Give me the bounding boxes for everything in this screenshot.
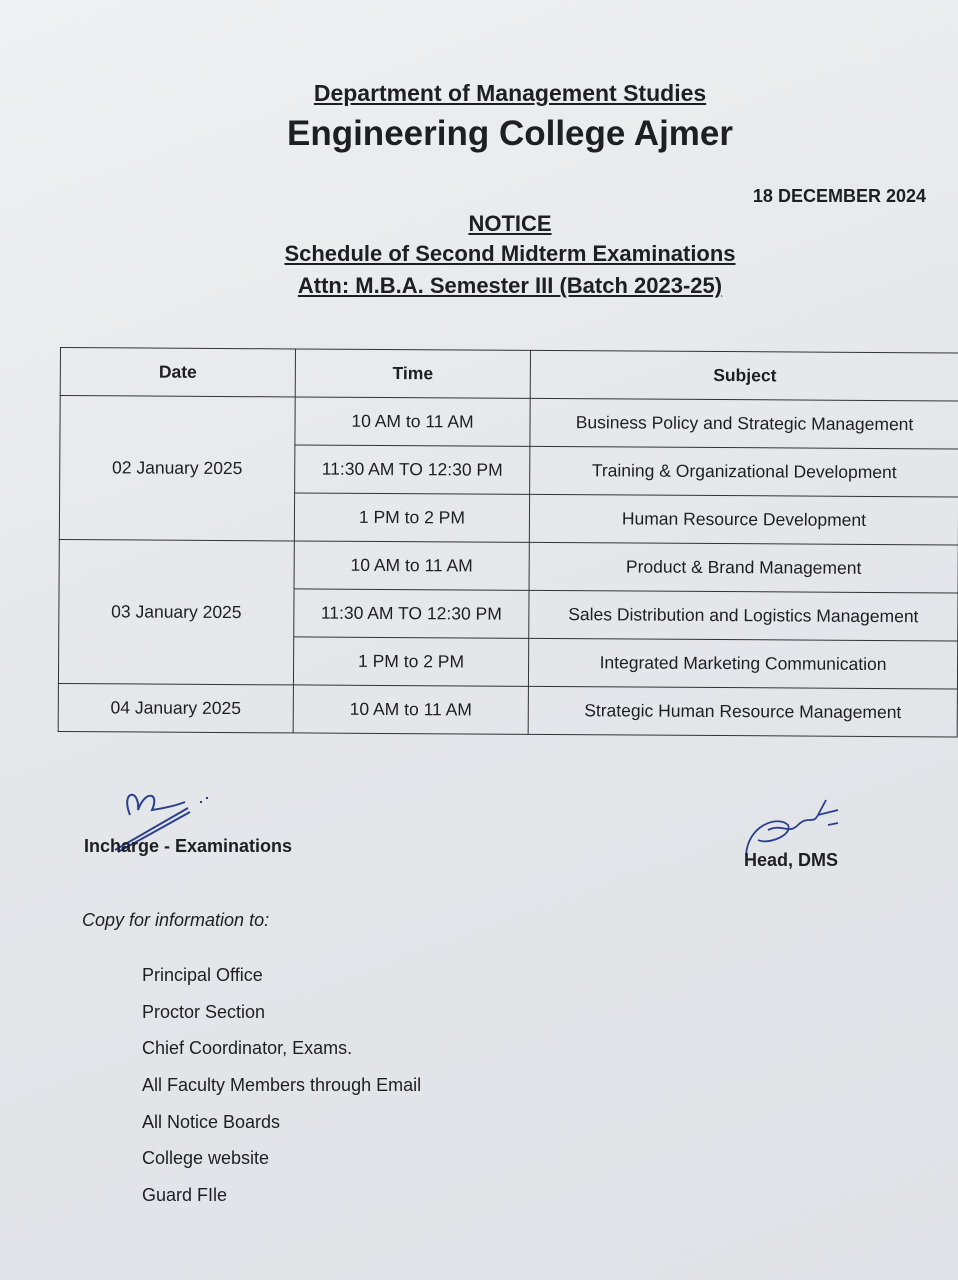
subject-cell: Product & Brand Management [529, 542, 958, 593]
incharge-examinations-label: Incharge - Examinations [84, 836, 293, 856]
copy-list [142, 965, 421, 1222]
head-dms-label: Head, DMS [744, 850, 839, 870]
notice-attn: Attn: M.B.A. Semester III (Batch 2023-25) [297, 273, 723, 298]
department-name: Department of Management Studies [313, 80, 707, 106]
time-cell: 11:30 AM TO 12:30 PM [295, 445, 530, 494]
date-cell: 02 January 2025 [59, 396, 295, 541]
date-cell: 04 January 2025 [58, 683, 293, 732]
header-time: Time [295, 349, 530, 398]
list-item: College website [142, 1148, 270, 1169]
copy-heading: Copy for information to: [82, 910, 270, 930]
time-cell: 1 PM to 2 PM [293, 637, 528, 686]
subject-cell: Human Resource Development [529, 494, 958, 545]
time-cell: 10 AM to 11 AM [294, 541, 529, 590]
list-item: Principal Office [142, 965, 263, 985]
list-item: Chief Coordinator, Exams. [142, 1038, 353, 1059]
subject-cell: Strategic Human Resource Management [528, 686, 957, 737]
header-date: Date [60, 348, 295, 397]
notice-date: 18 DECEMBER 2024 [752, 186, 926, 206]
subject-cell: Training & Organizational Development [530, 446, 958, 497]
time-cell: 10 AM to 11 AM [293, 685, 528, 734]
notice-subject: Schedule of Second Midterm Examinations [284, 241, 736, 266]
subject-cell: Sales Distribution and Logistics Management [529, 590, 958, 641]
exam-schedule-table [58, 347, 958, 737]
table-header-row [60, 348, 958, 401]
table-row [58, 683, 957, 736]
table-row [60, 396, 958, 449]
header-subject: Subject [530, 350, 958, 401]
notice-heading: NOTICE [468, 211, 552, 236]
list-item: Guard FIle [142, 1185, 228, 1206]
time-cell: 1 PM to 2 PM [294, 493, 529, 542]
time-cell: 11:30 AM TO 12:30 PM [294, 589, 529, 638]
subject-cell: Business Policy and Strategic Management [530, 398, 958, 449]
subject-cell: Integrated Marketing Communication [528, 638, 957, 689]
date-cell: 03 January 2025 [58, 539, 294, 684]
list-item: Proctor Section [142, 1001, 266, 1022]
list-item: All Notice Boards [142, 1111, 281, 1132]
table-row [59, 539, 958, 592]
list-item: All Faculty Members through Email [142, 1075, 422, 1096]
college-name: Engineering College Ajmer [286, 114, 733, 153]
time-cell: 10 AM to 11 AM [295, 397, 530, 446]
